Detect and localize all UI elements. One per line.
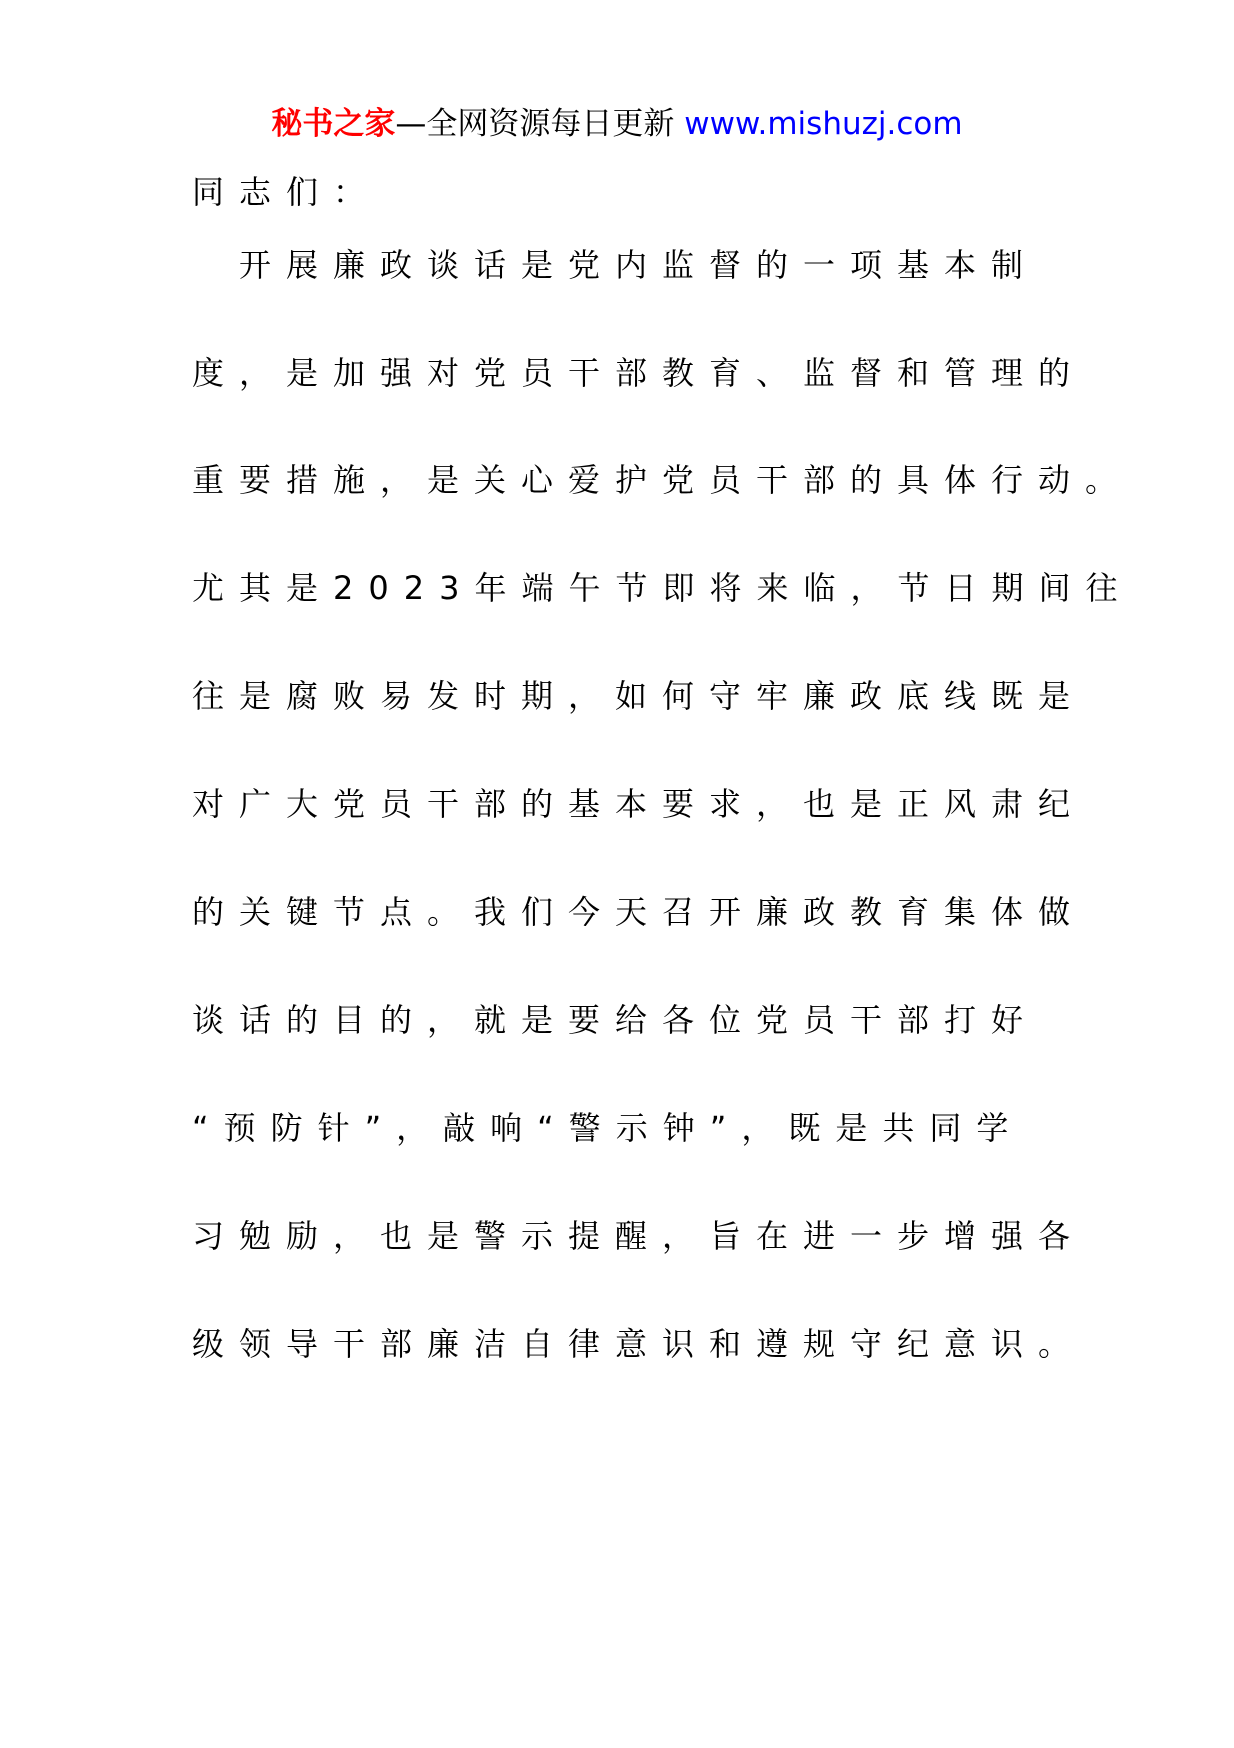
paragraph-line: 重要措施，是关心爱护党员干部的具体行动。 (192, 461, 1133, 499)
paragraph-line: 级领导干部廉洁自律意识和遵规守纪意识。 (192, 1325, 1086, 1363)
paragraph-line: 谈话的目的，就是要给各位党员干部打好 (192, 1001, 1039, 1039)
site-url-link[interactable]: www.mishuzj.com (684, 106, 963, 142)
site-brand: 秘书之家 (271, 106, 396, 142)
paragraph-line: 习勉励，也是警示提醒，旨在进一步增强各 (192, 1217, 1086, 1255)
paragraph-line: 开展廉政谈话是党内监督的一项基本制 (192, 246, 1039, 284)
salutation: 同志们： (192, 173, 381, 211)
paragraph-line: 的关键节点。我们今天召开廉政教育集体做 (192, 893, 1086, 931)
paragraph-line: “预防针”，敲响“警示钟”，既是共同学 (192, 1109, 1024, 1147)
paragraph-line: 对广大党员干部的基本要求，也是正风肃纪 (192, 785, 1086, 823)
paragraph-line: 往是腐败易发时期，如何守牢廉政底线既是 (192, 677, 1086, 715)
site-tagline: —全网资源每日更新 (395, 106, 675, 142)
paragraph-line: 尤其是2023年端午节即将来临，节日期间往 (192, 569, 1133, 607)
site-header (0, 102, 1234, 146)
paragraph-line: 度，是加强对党员干部教育、监督和管理的 (192, 354, 1086, 392)
